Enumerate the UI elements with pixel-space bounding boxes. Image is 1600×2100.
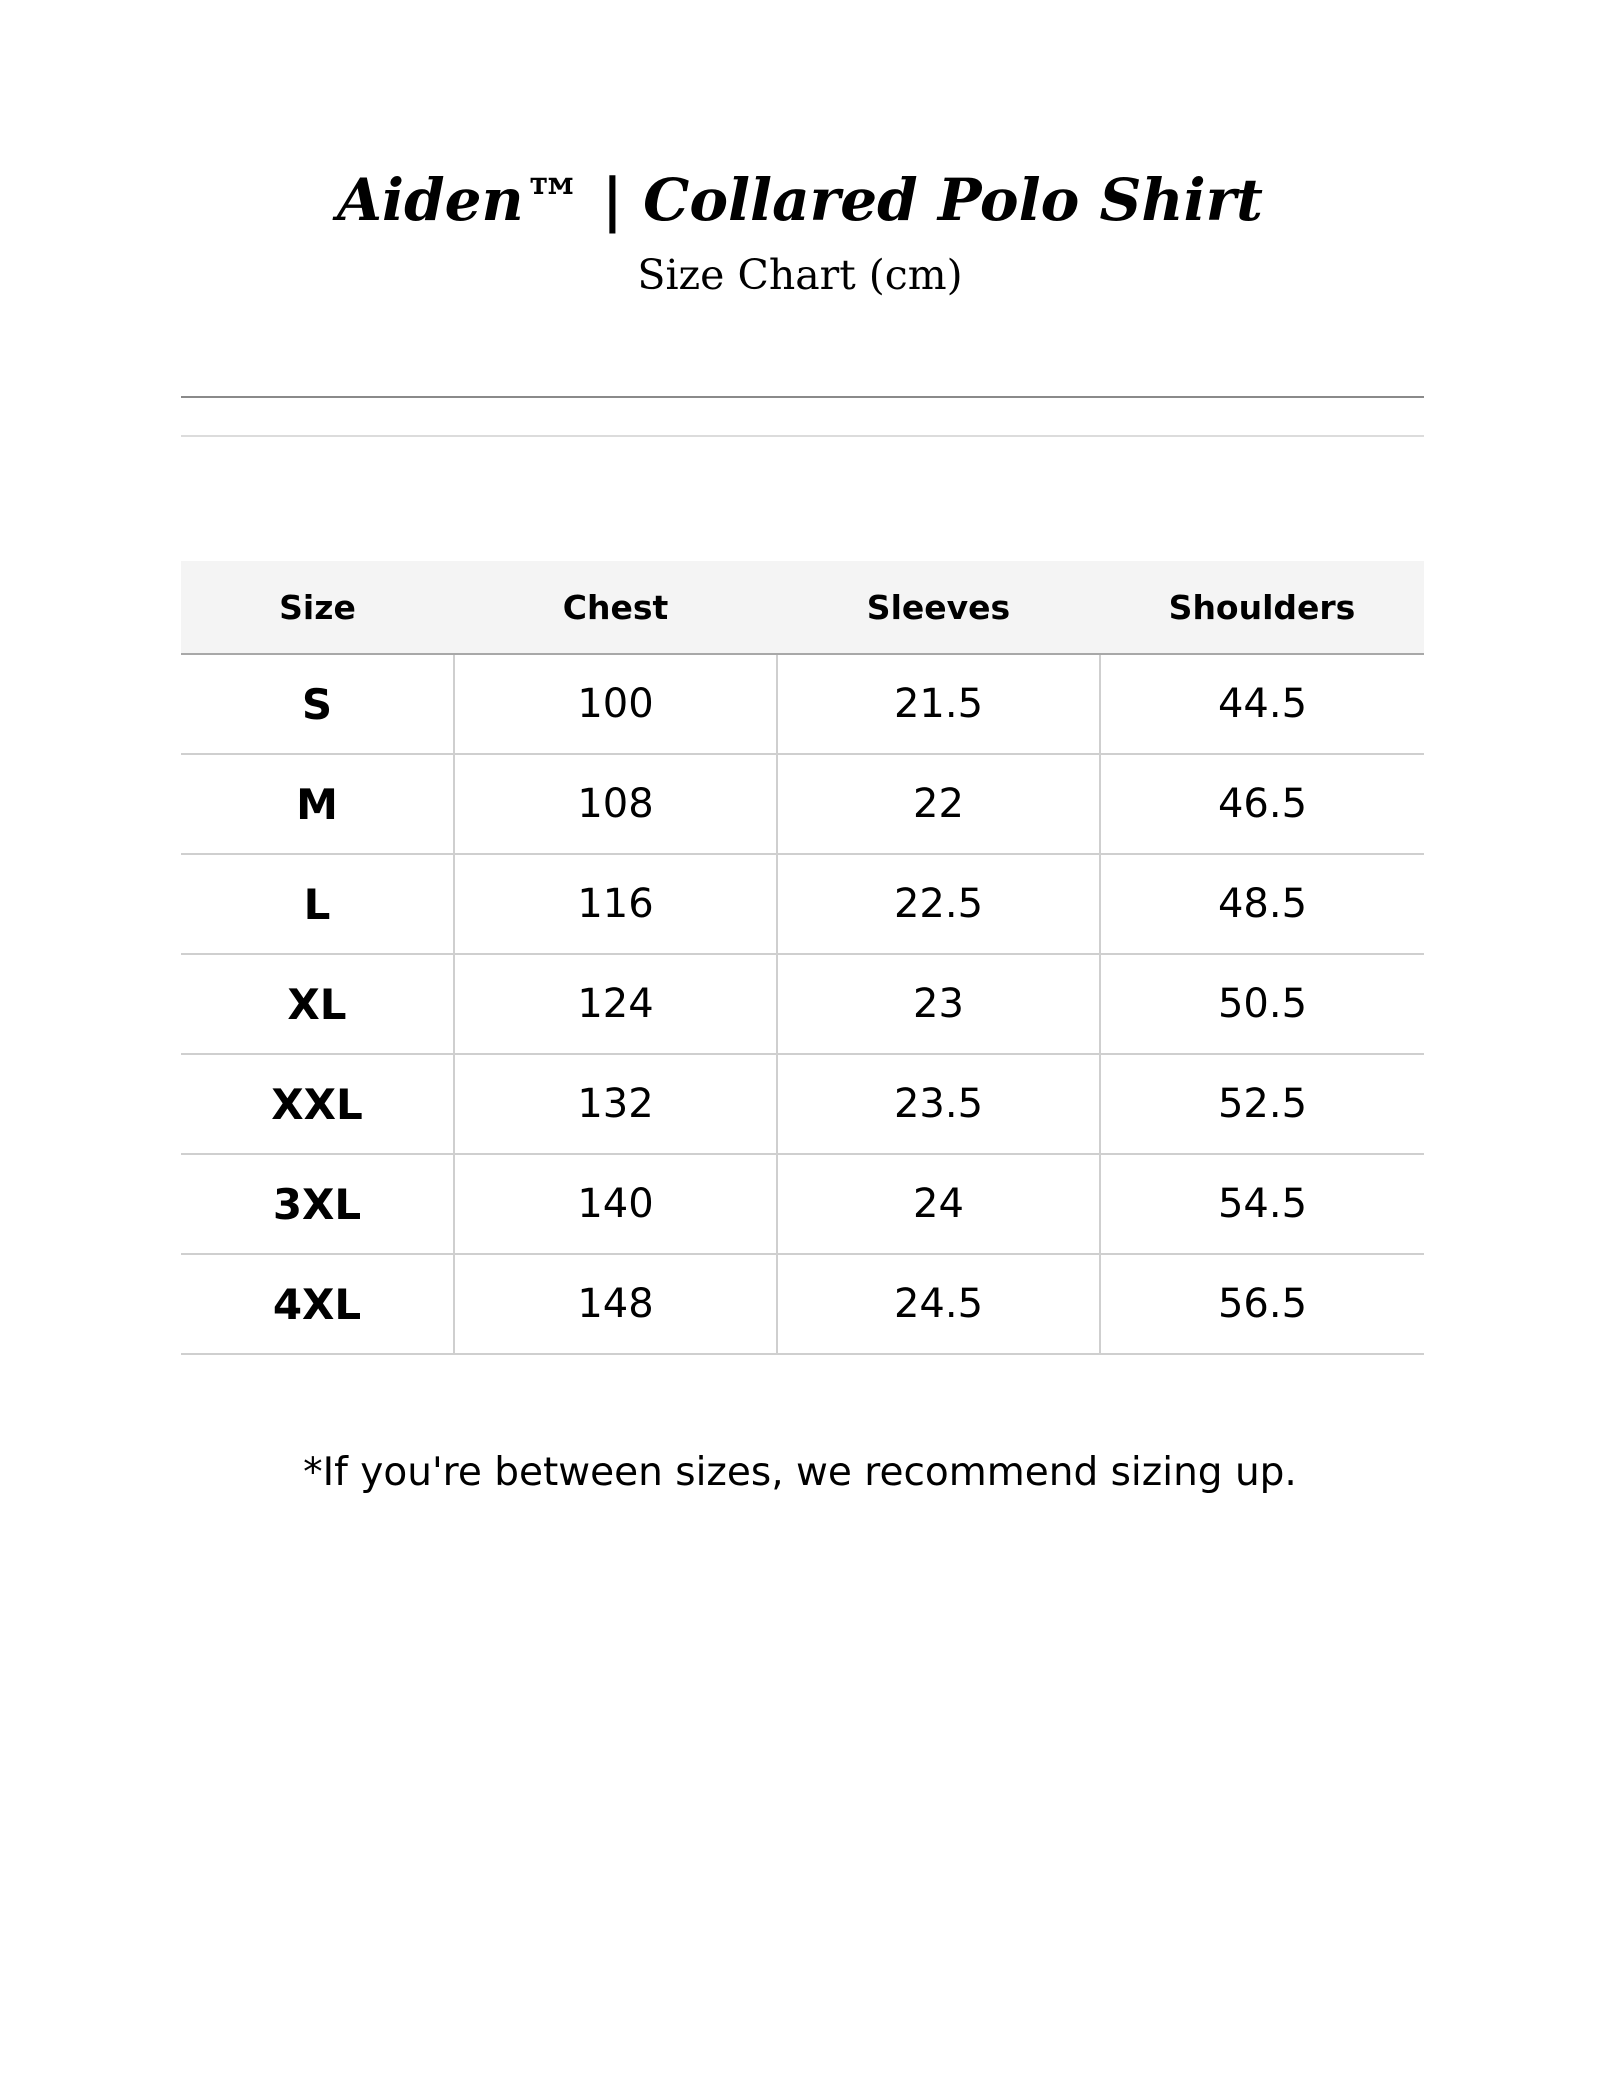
table-row xyxy=(181,754,1424,854)
shoulders-cell: 46.5 xyxy=(1100,754,1424,854)
page-subtitle: Size Chart (cm) xyxy=(637,251,963,299)
table-header-row xyxy=(181,561,1424,654)
sleeves-cell: 23.5 xyxy=(777,1054,1100,1154)
chest-cell: 148 xyxy=(454,1254,777,1354)
sizing-footnote: *If you're between sizes, we recommend sizing up. xyxy=(303,1450,1297,1495)
shoulders-cell: 44.5 xyxy=(1100,654,1424,754)
chest-cell: 140 xyxy=(454,1154,777,1254)
sleeves-cell: 22 xyxy=(777,754,1100,854)
size-cell: S xyxy=(181,654,454,754)
table-row xyxy=(181,1154,1424,1254)
size-cell: M xyxy=(181,754,454,854)
chest-cell: 108 xyxy=(454,754,777,854)
column-header-sleeves: Sleeves xyxy=(777,561,1100,654)
header-divider xyxy=(181,396,1424,398)
shoulders-cell: 56.5 xyxy=(1100,1254,1424,1354)
shoulders-cell: 54.5 xyxy=(1100,1154,1424,1254)
shoulders-cell: 50.5 xyxy=(1100,954,1424,1054)
sleeves-cell: 21.5 xyxy=(777,654,1100,754)
chest-cell: 132 xyxy=(454,1054,777,1154)
chest-cell: 124 xyxy=(454,954,777,1054)
page-title: Aiden™ | Collared Polo Shirt xyxy=(337,166,1263,234)
sleeves-cell: 22.5 xyxy=(777,854,1100,954)
column-header-shoulders: Shoulders xyxy=(1100,561,1424,654)
size-chart-table xyxy=(181,561,1424,1355)
sleeves-cell: 24 xyxy=(777,1154,1100,1254)
table-row xyxy=(181,1054,1424,1154)
column-header-chest: Chest xyxy=(454,561,777,654)
table-row xyxy=(181,854,1424,954)
table-row xyxy=(181,1254,1424,1354)
header-divider-light xyxy=(181,435,1424,437)
size-cell: XXL xyxy=(181,1054,454,1154)
shoulders-cell: 52.5 xyxy=(1100,1054,1424,1154)
chest-cell: 100 xyxy=(454,654,777,754)
shoulders-cell: 48.5 xyxy=(1100,854,1424,954)
column-header-size: Size xyxy=(181,561,454,654)
table-row xyxy=(181,654,1424,754)
size-cell: 3XL xyxy=(181,1154,454,1254)
size-cell: XL xyxy=(181,954,454,1054)
size-cell: L xyxy=(181,854,454,954)
sleeves-cell: 24.5 xyxy=(777,1254,1100,1354)
size-cell: 4XL xyxy=(181,1254,454,1354)
sleeves-cell: 23 xyxy=(777,954,1100,1054)
chest-cell: 116 xyxy=(454,854,777,954)
table-row xyxy=(181,954,1424,1054)
